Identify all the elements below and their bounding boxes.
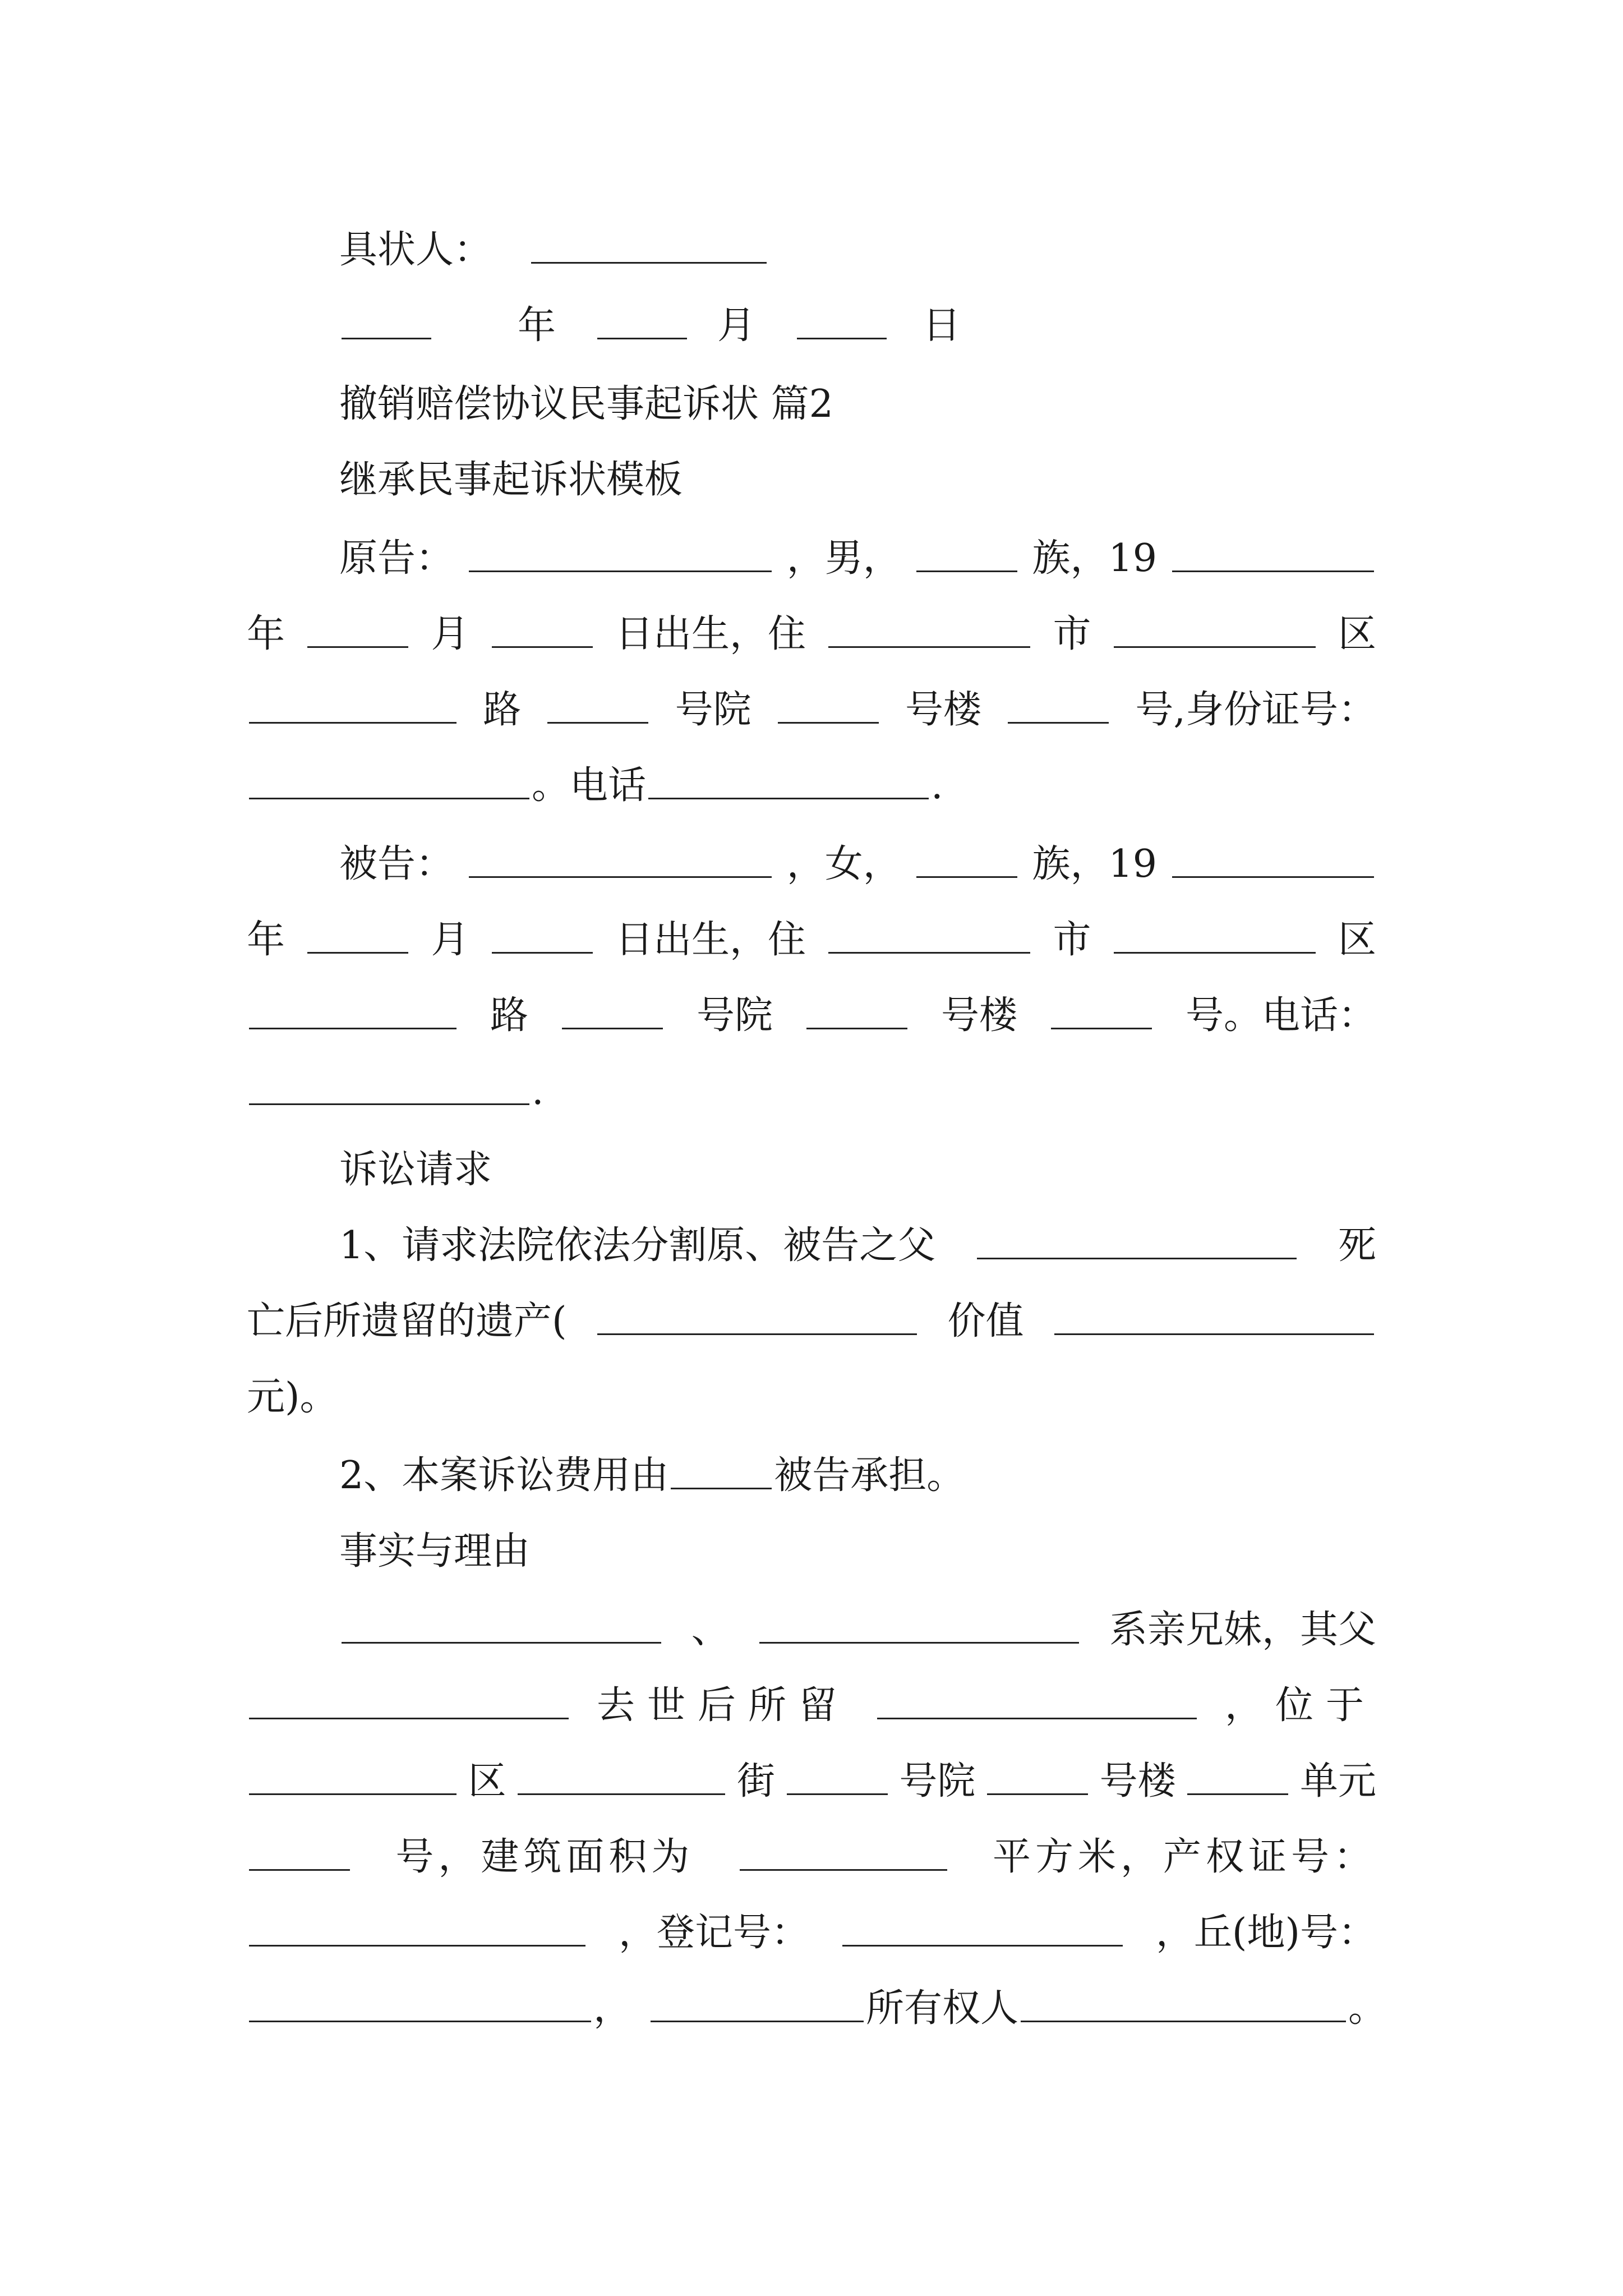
facts-line-5: ，登记号： ，丘(地)号： [247, 1896, 1376, 1952]
defendant-label: 被告： [339, 842, 454, 886]
plaintiff-line-4: 。电话 . [247, 749, 1376, 805]
claims-heading: 诉讼请求 [339, 1148, 492, 1192]
date-day-label: 日 [923, 303, 961, 348]
plaintiff-line-2: 年 月 日出生，住 市 区 [247, 612, 1376, 656]
date-month-blank [597, 337, 687, 339]
facts-line-1: 、 系亲兄妹，其父 [339, 1593, 1376, 1649]
plaintiff-phone-blank [648, 797, 929, 799]
facts-line-4: 号，建筑面积为 平方米，产权证号： [247, 1820, 1376, 1876]
date-month-label: 月 [717, 303, 756, 348]
defendant-line-3: 路 号院 号楼 号。电话： [247, 979, 1376, 1035]
signer-blank [531, 261, 767, 264]
defendant-line-2: 年 月 日出生，住 市 区 [247, 918, 1376, 962]
defendant-line-4: . [247, 1055, 1376, 1111]
facts-line-3: 区 街 号院 号楼 单元 [247, 1745, 1376, 1801]
plaintiff-nation-blank [916, 570, 1017, 572]
plaintiff-line-3: 路 号院 号楼 号,身份证号： [247, 673, 1376, 729]
claim-1-line-1: 1、请求法院依法分割原、被告之父 死 [339, 1223, 1376, 1268]
date-year-label: 年 [518, 303, 556, 348]
date-year-blank [342, 337, 431, 339]
facts-line-6: ， 所有权人 。 [247, 1972, 1399, 2028]
defendant-name-blank [469, 876, 772, 878]
facts-heading: 事实与理由 [339, 1529, 531, 1573]
signer-line [339, 213, 1376, 272]
section-title: 撤销赔偿协议民事起诉状 篇2 [339, 382, 833, 426]
plaintiff-birthyear-blank [1172, 570, 1374, 572]
defendant-phone-blank [249, 1103, 529, 1105]
claim-2-line: 2、本案诉讼费用由 被告承担。 [339, 1453, 965, 1498]
date-line [339, 289, 1376, 348]
defendant-line-1: 被告： ，女， 族，19 [339, 827, 1376, 884]
plaintiff-name-blank [469, 570, 772, 572]
signer-label: 具状人： [339, 228, 492, 272]
claim-1-line-3: 元)。 [247, 1375, 338, 1419]
date-day-blank [797, 337, 887, 339]
template-title: 继承民事起诉状模板 [339, 458, 683, 502]
claim-1-line-2: 亡后所遗留的遗产( 价值 [247, 1285, 1376, 1341]
plaintiff-line-1: 原告： ，男， 族，19 [339, 522, 1376, 578]
plaintiff-label: 原告： [339, 536, 454, 581]
plaintiff-id-blank [249, 797, 529, 799]
facts-line-2: 去世后所留 ，位于 [247, 1669, 1376, 1725]
